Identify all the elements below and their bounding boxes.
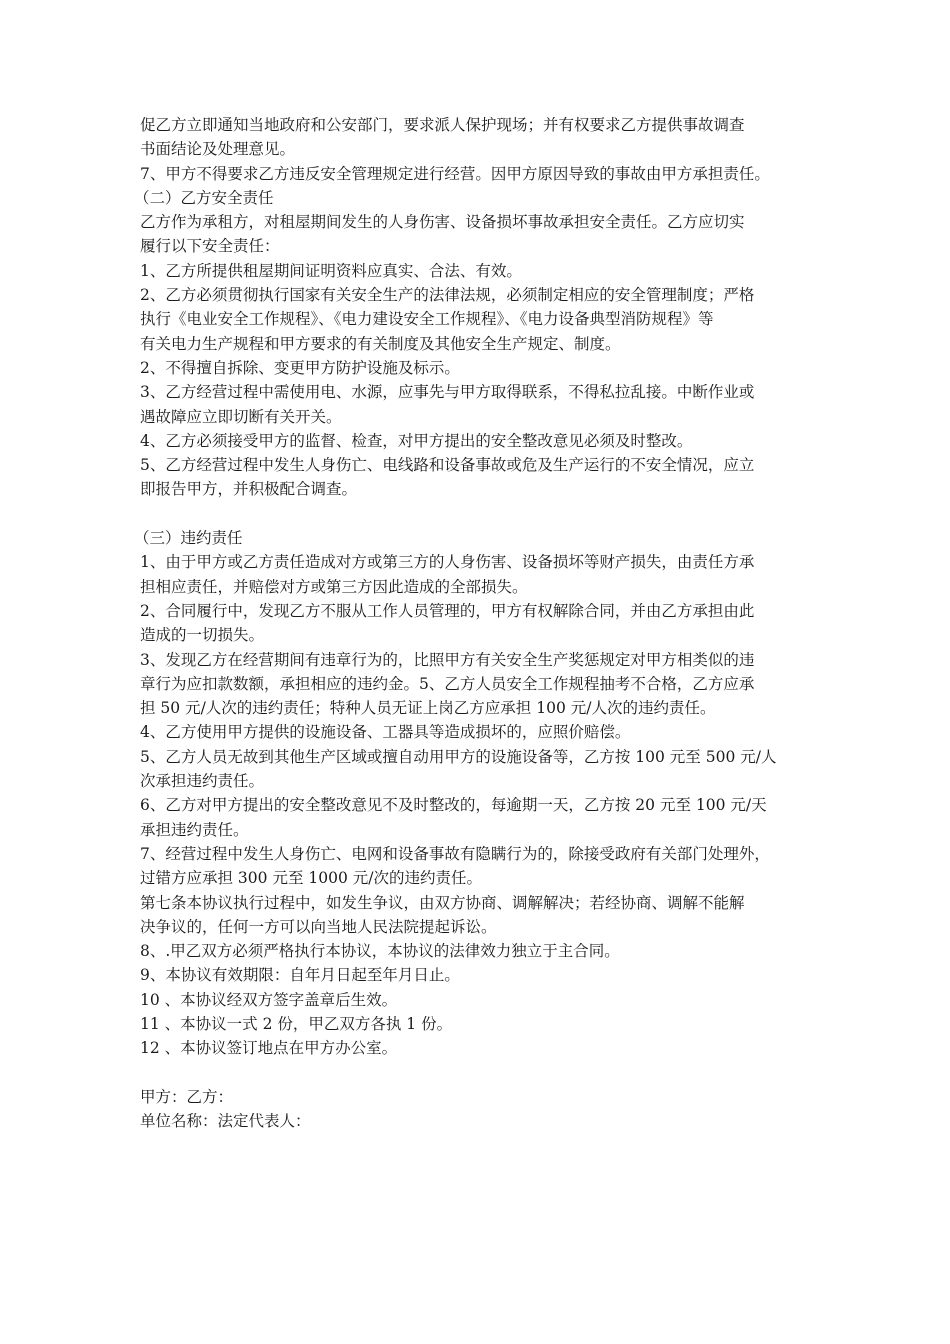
- text-line: 12 、本协议签订地点在甲方办公室。: [140, 1039, 398, 1058]
- text-line: 3、发现乙方在经营期间有违章行为的，比照甲方有关安全生产奖惩规定对甲方相类似的违: [140, 650, 755, 669]
- section-heading: （二）乙方安全责任: [134, 188, 274, 207]
- text-line: 过错方应承担 300 元至 1000 元/次的违约责任。: [140, 869, 482, 888]
- text-line: 2、合同履行中，发现乙方不服从工作人员管理的，甲方有权解除合同，并由乙方承担由此: [140, 601, 755, 620]
- text-line: 7、经营过程中发生人身伤亡、电网和设备事故有隐瞒行为的，除接受政府有关部门处理外，: [140, 844, 770, 863]
- text-line: 3、乙方经营过程中需使用电、水源，应事先与甲方取得联系，不得私拉乱接。中断作业或: [140, 383, 755, 402]
- text-line: 第七条本协议执行过程中，如发生争议，由双方协商、调解解决；若经协商、调解不能解: [140, 893, 745, 912]
- text-line: 7、甲方不得要求乙方违反安全管理规定进行经营。因甲方原因导致的事故由甲方承担责任。: [140, 164, 770, 183]
- text-line: 决争议的，任何一方可以向当地人民法院提起诉讼。: [140, 917, 497, 936]
- text-line: 1、乙方所提供租屋期间证明资料应真实、合法、有效。: [140, 261, 522, 280]
- text-line: 5、乙方经营过程中发生人身伤亡、电线路和设备事故或危及生产运行的不安全情况，应立: [140, 456, 755, 475]
- text-line: 乙方作为承租方，对租屋期间发生的人身伤害、设备损坏事故承担安全责任。乙方应切实: [140, 213, 745, 232]
- section-heading: （三）违约责任: [134, 529, 243, 548]
- signature-line: 甲方：乙方：: [140, 1087, 234, 1106]
- text-line: 履行以下安全责任：: [140, 237, 280, 256]
- document-body: [134, 113, 830, 1133]
- text-line: 次承担违约责任。: [140, 772, 265, 791]
- text-line: 即报告甲方，并积极配合调查。: [140, 480, 358, 499]
- text-line: 4、乙方使用甲方提供的设施设备、工器具等造成损坏的，应照价赔偿。: [140, 723, 631, 742]
- text-line: 2、不得擅自拆除、变更甲方防护设施及标示。: [140, 358, 460, 377]
- text-line: 1、由于甲方或乙方责任造成对方或第三方的人身伤害、设备损坏等财产损失，由责任方承: [140, 553, 755, 572]
- text-line: 5、乙方人员无故到其他生产区域或擅自动用甲方的设施设备等，乙方按 100 元至 500 元/人: [140, 747, 777, 766]
- text-line: 2、乙方必须贯彻执行国家有关安全生产的法律法规，必须制定相应的安全管理制度；严格: [140, 286, 755, 305]
- paragraph-gap: [140, 1061, 830, 1085]
- text-line: 承担违约责任。: [140, 820, 249, 839]
- text-line: 有关电力生产规程和甲方要求的有关制度及其他安全生产规定、制度。: [140, 334, 621, 353]
- text-line: 4、乙方必须接受甲方的监督、检查，对甲方提出的安全整改意见必须及时整改。: [140, 431, 693, 450]
- text-line: 8、.甲乙双方必须严格执行本协议，本协议的法律效力独立于主合同。: [140, 942, 620, 961]
- text-line: 9、本协议有效期限：自年月日起至年月日止。: [140, 966, 460, 985]
- text-line: 担 50 元/人次的违约责任；特种人员无证上岗乙方应承担 100 元/人次的违约责任。: [140, 699, 716, 718]
- paragraph-gap: [140, 502, 830, 526]
- text-line: 担相应责任，并赔偿对方或第三方因此造成的全部损失。: [140, 577, 528, 596]
- text-line: 6、乙方对甲方提出的安全整改意见不及时整改的，每逾期一天，乙方按 20 元至 100 元/天: [140, 796, 767, 815]
- text-line: 11 、本协议一式 2 份，甲乙双方各执 1 份。: [140, 1014, 453, 1033]
- text-line: 造成的一切损失。: [140, 626, 265, 645]
- text-line: 章行为应扣款数额，承担相应的违约金。5、乙方人员安全工作规程抽考不合格，乙方应承: [140, 674, 755, 693]
- text-line: 书面结论及处理意见。: [140, 140, 296, 159]
- text-line: 执行《电业安全工作规程》、《电力建设安全工作规程》、《电力设备典型消防规程》等: [140, 310, 714, 329]
- text-line: 促乙方立即通知当地政府和公安部门，要求派人保护现场；并有权要求乙方提供事故调查: [140, 116, 745, 134]
- text-line: 遇故障应立即切断有关开关。: [140, 407, 342, 426]
- text-line: 10 、本协议经双方签字盖章后生效。: [140, 990, 398, 1009]
- signature-line: 单位名称：法定代表人：: [140, 1112, 311, 1131]
